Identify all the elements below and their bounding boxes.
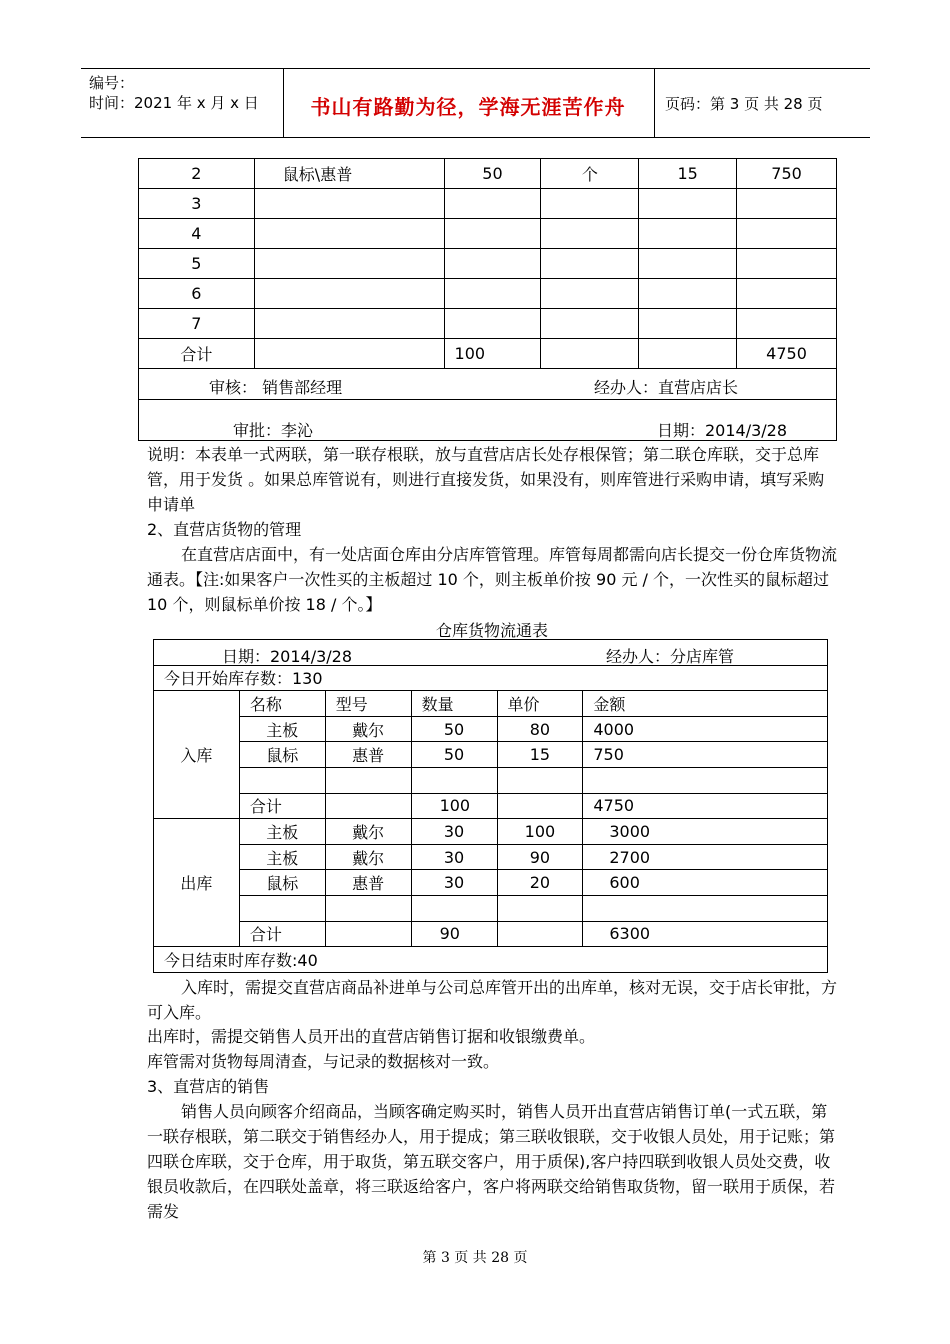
column-header: 型号 [325,691,411,717]
table-row [139,309,837,339]
table-cell: 2 [139,159,255,189]
table-cell: 主板 [239,844,325,870]
table-cell [639,189,737,219]
table-cell: 6 [139,279,255,309]
table-cell [254,189,444,219]
date-label: 日期：2014/3/28 [657,421,788,440]
table-cell: 30 [411,844,497,870]
body-paragraph: 在直营店店面中，有一处店面仓库由分店库管管理。库管每周都需向店长提交一份仓库货物流通表。【注:如果客户一次性买的主板超过 10 个，则主板单价按 90 元 / 个，一次性买的鼠标超过 10 个，则鼠标单价按 18 / 个。】 [147,545,838,614]
total-amount: 4750 [737,339,837,369]
serial-label: 编号： [89,74,135,92]
table-cell [541,309,639,339]
table-cell [254,309,444,339]
page-header [81,68,870,138]
table-row [139,159,837,189]
table-cell [639,219,737,249]
start-stock: 今日开始库存数：130 [154,665,828,691]
table-cell [239,895,325,921]
table-cell [541,279,639,309]
table-cell [325,921,411,947]
table-cell: 15 [497,742,583,768]
body-paragraph: 入库时，需提交直营店商品补进单与公司总库管开出的出库单，核对无误，交于店长审批，方可入库。 [147,978,838,1022]
table-row [154,947,828,973]
table-cell: 戴尔 [325,716,411,742]
table-cell [541,189,639,219]
table-cell [737,309,837,339]
table-cell: 750 [737,159,837,189]
table-cell: 750 [583,742,828,768]
table-cell [737,189,837,219]
table-cell [737,249,837,279]
table-cell: 80 [497,716,583,742]
table-row [139,249,837,279]
table-cell [497,793,583,819]
table-row [154,844,828,870]
table-cell: 主板 [239,716,325,742]
table-cell: 6300 [583,921,828,947]
table-cell: 4 [139,219,255,249]
table-row [154,895,828,921]
table-row [154,691,828,717]
table-cell [444,219,541,249]
flow-date: 日期：2014/3/28 [222,647,353,666]
table-cell [254,249,444,279]
end-stock: 今日结束时库存数:40 [154,947,828,973]
table-cell [583,767,828,793]
table-row [154,640,828,666]
time-label: 时间：2021 年 x 月 x 日 [89,94,259,112]
table-row [139,219,837,249]
table-cell: 20 [497,870,583,896]
table-cell: 600 [583,870,828,896]
table-cell: 戴尔 [325,819,411,845]
audit-label: 审核： 销售部经理 [209,378,343,397]
table-cell [497,895,583,921]
table-cell: 100 [411,793,497,819]
table-cell [737,219,837,249]
warehouse-flow-table [153,639,828,973]
table-cell [639,279,737,309]
table-cell [239,767,325,793]
table-cell: 4750 [583,793,828,819]
table-cell: 100 [497,819,583,845]
table-row [154,716,828,742]
table-cell [583,895,828,921]
table-cell [444,249,541,279]
table-cell [541,219,639,249]
table-cell: 合计 [239,793,325,819]
section-heading: 2、直营店货物的管理 [147,520,302,539]
total-label: 合计 [139,339,255,369]
table-cell [254,219,444,249]
purchase-order-table [138,158,837,441]
body-paragraph: 出库时，需提交销售人员开出的直营店销售订据和收银缴费单。 [147,1027,596,1046]
table-cell: 90 [497,844,583,870]
section-heading: 3、直营店的销售 [147,1077,270,1096]
table-cell [497,767,583,793]
body-paragraph: 库管需对货物每周清查，与记录的数据核对一致。 [147,1052,500,1071]
group-label: 出库 [154,819,240,947]
table-cell [541,249,639,279]
header-motto: 书山有路勤为径，学海无涯苦作舟 [310,95,626,119]
table-row [154,665,828,691]
table-cell: 戴尔 [325,844,411,870]
table-cell [639,249,737,279]
table-row [139,339,837,369]
table-row [139,189,837,219]
table-cell: 鼠标 [239,870,325,896]
table-row [154,742,828,768]
table-cell: 15 [639,159,737,189]
table-cell [444,309,541,339]
table-cell: 50 [444,159,541,189]
table-cell: 3 [139,189,255,219]
body-paragraph: 销售人员向顾客介绍商品，当顾客确定购买时，销售人员开出直营店销售订单(一式五联，第一联存根联，第二联交于销售经办人，用于提成；第三联收银联，交于收银人员处，用于记账；第四联仓库联，交于仓库，用于取货，第五联交客户，用于质保),客户持四联到收银人员处交费，收银员收款后，在四联处盖章，将三联返给客户，客户将两联交给销售取货物，留一联用于质保，若需发 [147,1102,836,1221]
table-row [154,870,828,896]
column-header: 金额 [583,691,828,717]
table-cell: 主板 [239,819,325,845]
table-cell: 7 [139,309,255,339]
header-meta [89,73,284,113]
table-cell [411,767,497,793]
table-cell: 30 [411,819,497,845]
table-cell: 90 [411,921,497,947]
table-cell [444,279,541,309]
handler-label: 经办人：直营店店长 [594,378,739,397]
table-cell: 4000 [583,716,828,742]
total-qty: 100 [444,339,541,369]
note-paragraph: 说明：本表单一式两联，第一联存根联，放与直营店店长处存根保管；第二联仓库联，交于总库管，用于发货 。如果总库管说有，则进行直接发货，如果没有，则库管进行采购申请，填写采购申请单 [147,445,825,514]
table-cell [497,921,583,947]
table-cell: 惠普 [325,870,411,896]
table-cell: 鼠标 [239,742,325,768]
header-divider [654,69,655,137]
audit-row [139,369,837,400]
table-cell: 50 [411,716,497,742]
approve-label: 审批：李沁 [233,421,314,440]
column-header: 单价 [497,691,583,717]
table-row [154,819,828,845]
table-row [154,767,828,793]
table-cell [254,279,444,309]
flow-handler: 经办人：分店库管 [606,647,735,666]
table-cell: 3000 [583,819,828,845]
table-cell [325,767,411,793]
table-cell: 鼠标\惠普 [254,159,444,189]
column-header: 数量 [411,691,497,717]
table-cell [737,279,837,309]
table-row [154,793,828,819]
table-cell [325,895,411,921]
table-cell: 个 [541,159,639,189]
header-page-label: 页码：第 3 页 共 28 页 [665,95,823,113]
table-cell: 5 [139,249,255,279]
group-label: 入库 [154,691,240,819]
table-cell: 50 [411,742,497,768]
table-cell: 惠普 [325,742,411,768]
column-header: 名称 [239,691,325,717]
table-cell: 2700 [583,844,828,870]
page-footer: 第 3 页 共 28 页 [422,1250,528,1266]
approve-row [139,400,837,441]
table-row [139,279,837,309]
table-row [154,921,828,947]
table-cell [639,309,737,339]
table-cell [444,189,541,219]
table-title: 仓库货物流通表 [435,621,548,640]
table-cell [325,793,411,819]
table-cell: 30 [411,870,497,896]
table-cell [411,895,497,921]
table-cell: 合计 [239,921,325,947]
